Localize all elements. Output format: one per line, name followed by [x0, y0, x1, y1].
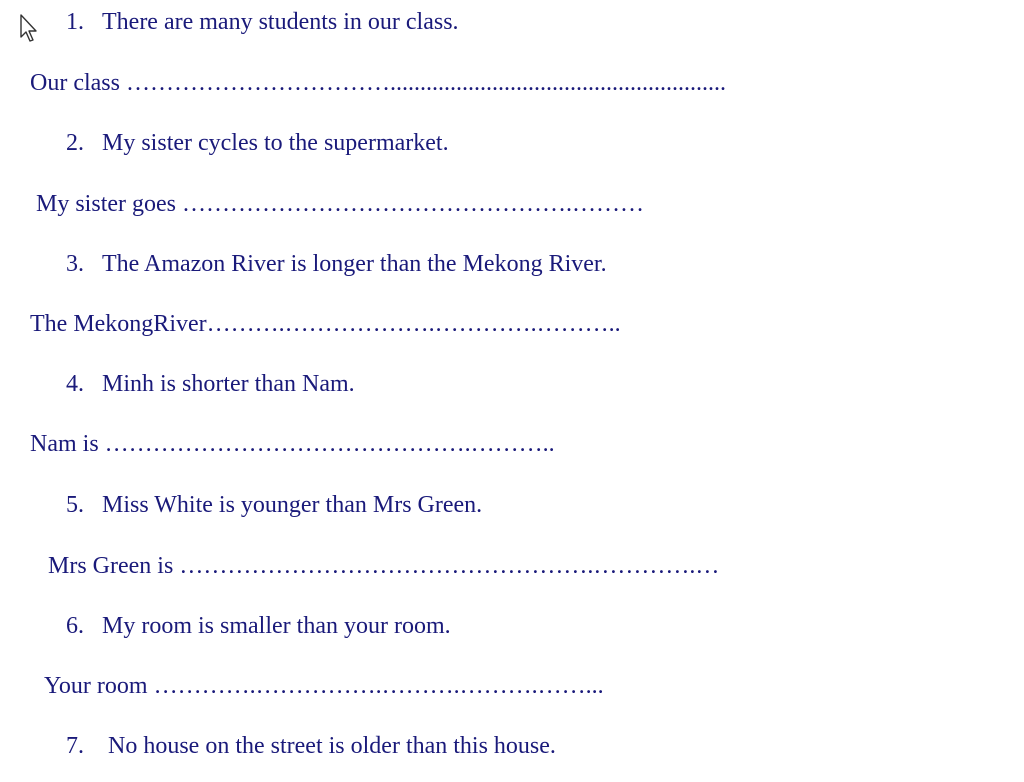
- answer-line-5[interactable]: [48, 551, 719, 581]
- question-number: 1.: [66, 9, 84, 35]
- answer-line-6[interactable]: [44, 671, 604, 701]
- mouse-pointer-icon: [19, 13, 41, 43]
- answer-start: Our class: [30, 70, 120, 96]
- question-1: [66, 7, 459, 37]
- question-3: [66, 249, 607, 279]
- answer-line-2[interactable]: [36, 189, 644, 219]
- answer-line-4[interactable]: [30, 429, 555, 459]
- question-6: [66, 611, 451, 641]
- question-number: 6.: [66, 613, 84, 639]
- question-text: The Amazon River is longer than the Mekong River.: [102, 251, 607, 277]
- question-7: [66, 731, 556, 761]
- answer-start: Mrs Green is: [48, 553, 174, 579]
- answer-line-1[interactable]: [30, 68, 726, 98]
- answer-blank[interactable]: …………………………………………….………….…: [179, 553, 720, 579]
- question-2: [66, 128, 449, 158]
- answer-start: The MekongRiver: [30, 311, 207, 337]
- question-number: 3.: [66, 251, 84, 277]
- answer-start: My sister goes: [36, 191, 176, 217]
- question-text: There are many students in our class.: [102, 9, 459, 35]
- question-number: 4.: [66, 371, 84, 397]
- answer-start: Nam is: [30, 431, 99, 457]
- question-text: Minh is shorter than Nam.: [102, 371, 355, 397]
- question-5: [66, 490, 482, 520]
- question-number: 7.: [66, 733, 84, 759]
- answer-blank[interactable]: ……………………………........................................................: [125, 70, 726, 96]
- answer-start: Your room: [44, 673, 148, 699]
- answer-blank[interactable]: ……………………………………….………..: [104, 431, 555, 457]
- question-text: No house on the street is older than this house.: [108, 733, 556, 759]
- question-number: 2.: [66, 130, 84, 156]
- answer-blank[interactable]: ………….…………….……….……….……...: [153, 673, 604, 699]
- question-text: My sister cycles to the supermarket.: [102, 130, 449, 156]
- answer-blank[interactable]: ………………………………………….………: [182, 191, 644, 217]
- answer-blank[interactable]: ……….……………….………….………..: [206, 311, 621, 337]
- question-text: My room is smaller than your room.: [102, 613, 451, 639]
- question-number: 5.: [66, 492, 84, 518]
- answer-line-3[interactable]: [30, 309, 621, 339]
- question-4: [66, 369, 355, 399]
- question-text: Miss White is younger than Mrs Green.: [102, 492, 483, 518]
